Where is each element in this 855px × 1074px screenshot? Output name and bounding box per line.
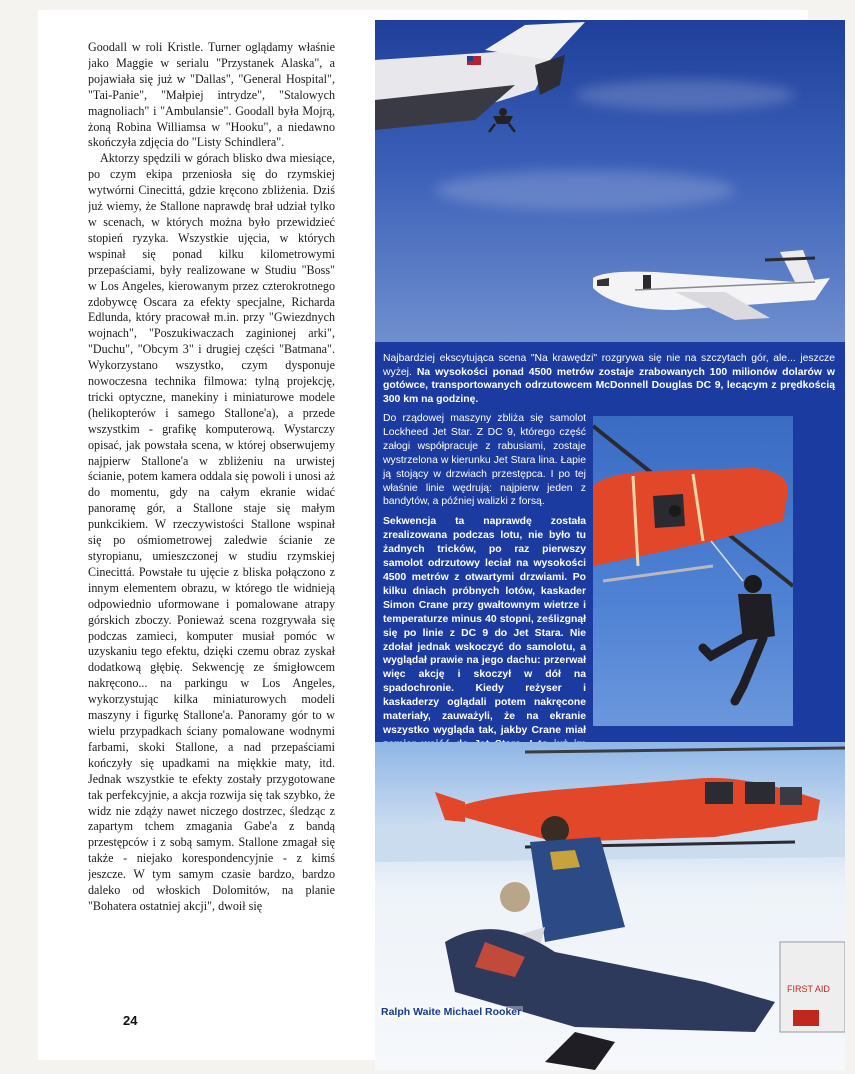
caption-body	[383, 412, 586, 772]
photo-column	[375, 20, 845, 1070]
page-number: 24	[123, 1013, 138, 1028]
caption-intro-normal: Najbardziej ekscytująca scena "Na krawędzi" rozgrywa się nie na szczytach gór, ale... jeszcze wyżej.	[383, 353, 835, 378]
rescue-illustration	[375, 742, 845, 1070]
photo-credit: Ralph Waite Michael Rooker	[381, 1006, 522, 1018]
caption-body-paragraph-1: Do rządowej maszyny zbliża się samolot Lockheed Jet Star. Z DC 9, którego część załogi współpracuje z rabusiami, zostaje wystrzelona w kierunku Jet Stara lina. Łapie ją stojący w drzwiach przestępca. I po tej właśnie linie wędrują: najpierw jeden z bandytów, a później walizki z forsą.	[383, 413, 586, 508]
article-text-column	[88, 40, 335, 1000]
caption-body-paragraph-2: Sekwencja ta naprawdę została zrealizowana podczas lotu, nie było tu żadnych tricków, po raz pierwszy samolot odrzutowy leciał na wysokości 4500 metrów z otwartymi drzwiami. Po kilku dniach próbnych lotów, kaskader Simon Crane przy gwałtownym wietrze i temperaturze minus 40 stopni, ześlizgnął się po linie z DC 9 do Jet Stara. Nie zdołał jednak wskoczyć do samolotu, a wyglądał prawie na jego dachu: przerwał więc akcję i skoczył w dół na spadochronie. Kiedy reżyser i kaskaderzy oglądali potem nakręcone materiały, zauważyli, że na ekranie wszystko wygląda tak, jakby Crane miał	[383, 516, 586, 736]
article-paragraph-1: Goodall w roli Kristle. Turner oglądamy właśnie jako Maggie w serialu "Przystanek Alaska", a pojawiała się już w "Dallas", "General Hospital", "Tai-Panie", "Małpiej intrydze", "Stalowych magnoliach" i "Ambulansie". Goodall była Mojrą, żoną Robina Williamsa w "Hooku", a niedawno skończyła zdjęcia do "Listy Schindlera".	[88, 40, 335, 150]
caption-panel	[375, 342, 845, 742]
first-aid-box-icon	[780, 942, 845, 1032]
red-helicopter-icon	[593, 468, 788, 581]
dc9-jet-icon	[375, 22, 585, 130]
caption-intro-bold: Na wysokości ponad 4500 metrów zostaje zrabowanych 100 milionów dolarów w gotówce, transportowanych odrzutowcem McDonnell Douglas DC 9, lecącym z prędkością 300 km na godzinę.	[383, 366, 836, 405]
magazine-page	[38, 10, 836, 1060]
article-paragraph-2: Aktorzy spędzili w górach blisko dwa miesiące, po czym ekipa przeniosła się do rzymskiej wytwórni Cinecittá, gdzie kręcono zbliżenia. Dziś już wiemy, że Stallone naprawdę brał udział tylko w scenach, w których można było przewidzieć stopień ryzyka. Wszystkie ujęcia, w których wspinał się ponad kilku kilometrowymi przepaściami, były realizowane w Studiu "Boss" w Los Angeles, kierowanym przez czterokrotnego zdobywcę Oscara za efekty specjalne, Richarda Edlunda, który pracował m.in. przy "Gwiezdnych wojnach", "Poszukiwaczach zaginionej arki", "Duchu", "Obcym 3" i drugiej części "Batmana". Wykorzystano wszystko, czym dysponuje nowoczesna technika filmowa: tylną projekcję, tricki optyczne, manekiny i miniaturowe modele (helikopterów i samego Stallone'a), a przede wszystkim - grafikę komputerową. Wystarczy opisać, jak powstała scena, w której obserwujemy najpierw Stallone'a w zbliżeniu na urwistej ścianie, potem kamera oddala się powoli i unosi aż do momentu, gdy na całym ekranie widać panoramę gór, a Stallone staje się małym punkcikiem. W rzeczywistości Stallone wspinał się po ośmiometrowej zaledwie ścianie ze styropianu, umieszczonej w studiu rzymskiej Cinecittá. Powstałe tu ujęcie z bliska połączono z innym elementem obrazu, w którego tle widnieją odpowiednio uformowane i pomalowane atrapy górskich zboczy. Ponieważ scena rozgrywała się podczas zamieci, komputer musiał pomóc w uzyskaniu tego efektu, dzięki czemu obraz zyskał dodatkową głębię. Sekwencję ze śmigłowcem nakręcono... na parkingu w Los Angeles, wykorzystując kilka miniaturowych modeli maszyny i figurkę Stallone'a. Panoramy gór to w wielu przypadkach ściany pomalowane wodnymi farbami, skoki Stallone, a nad przepaściami kończyły się upadkami na miękkie maty, itd. Jednak wszystkie te efekty zostały przygotowane tak perfekcyjnie, a akcja rozwija się tak szybko, że widz nie zdąży nawet niczego dostrzec, śledząc z zapartym tchem zmagania Gabe'a z bandą przestępców i z sobą samym. Stallone zmagał się także - niejako korespondencyjnie - z kimś jeszcze. W tym samym czasie bardzo, bardzo daleko od włoskich Dolomitów, na planie "Bohatera ostatniej akcji", dwoił się	[88, 151, 335, 913]
snow-rescue-photo	[375, 742, 845, 1070]
falling-man-icon	[489, 108, 515, 132]
sky-jets-photo	[375, 20, 845, 342]
jetstar-jet-icon	[593, 250, 830, 320]
first-aid-label: FIRST AID	[787, 984, 830, 994]
helicopter-stuntman-photo	[593, 416, 793, 726]
caption-intro	[383, 352, 835, 406]
helicopter-illustration	[593, 416, 793, 726]
